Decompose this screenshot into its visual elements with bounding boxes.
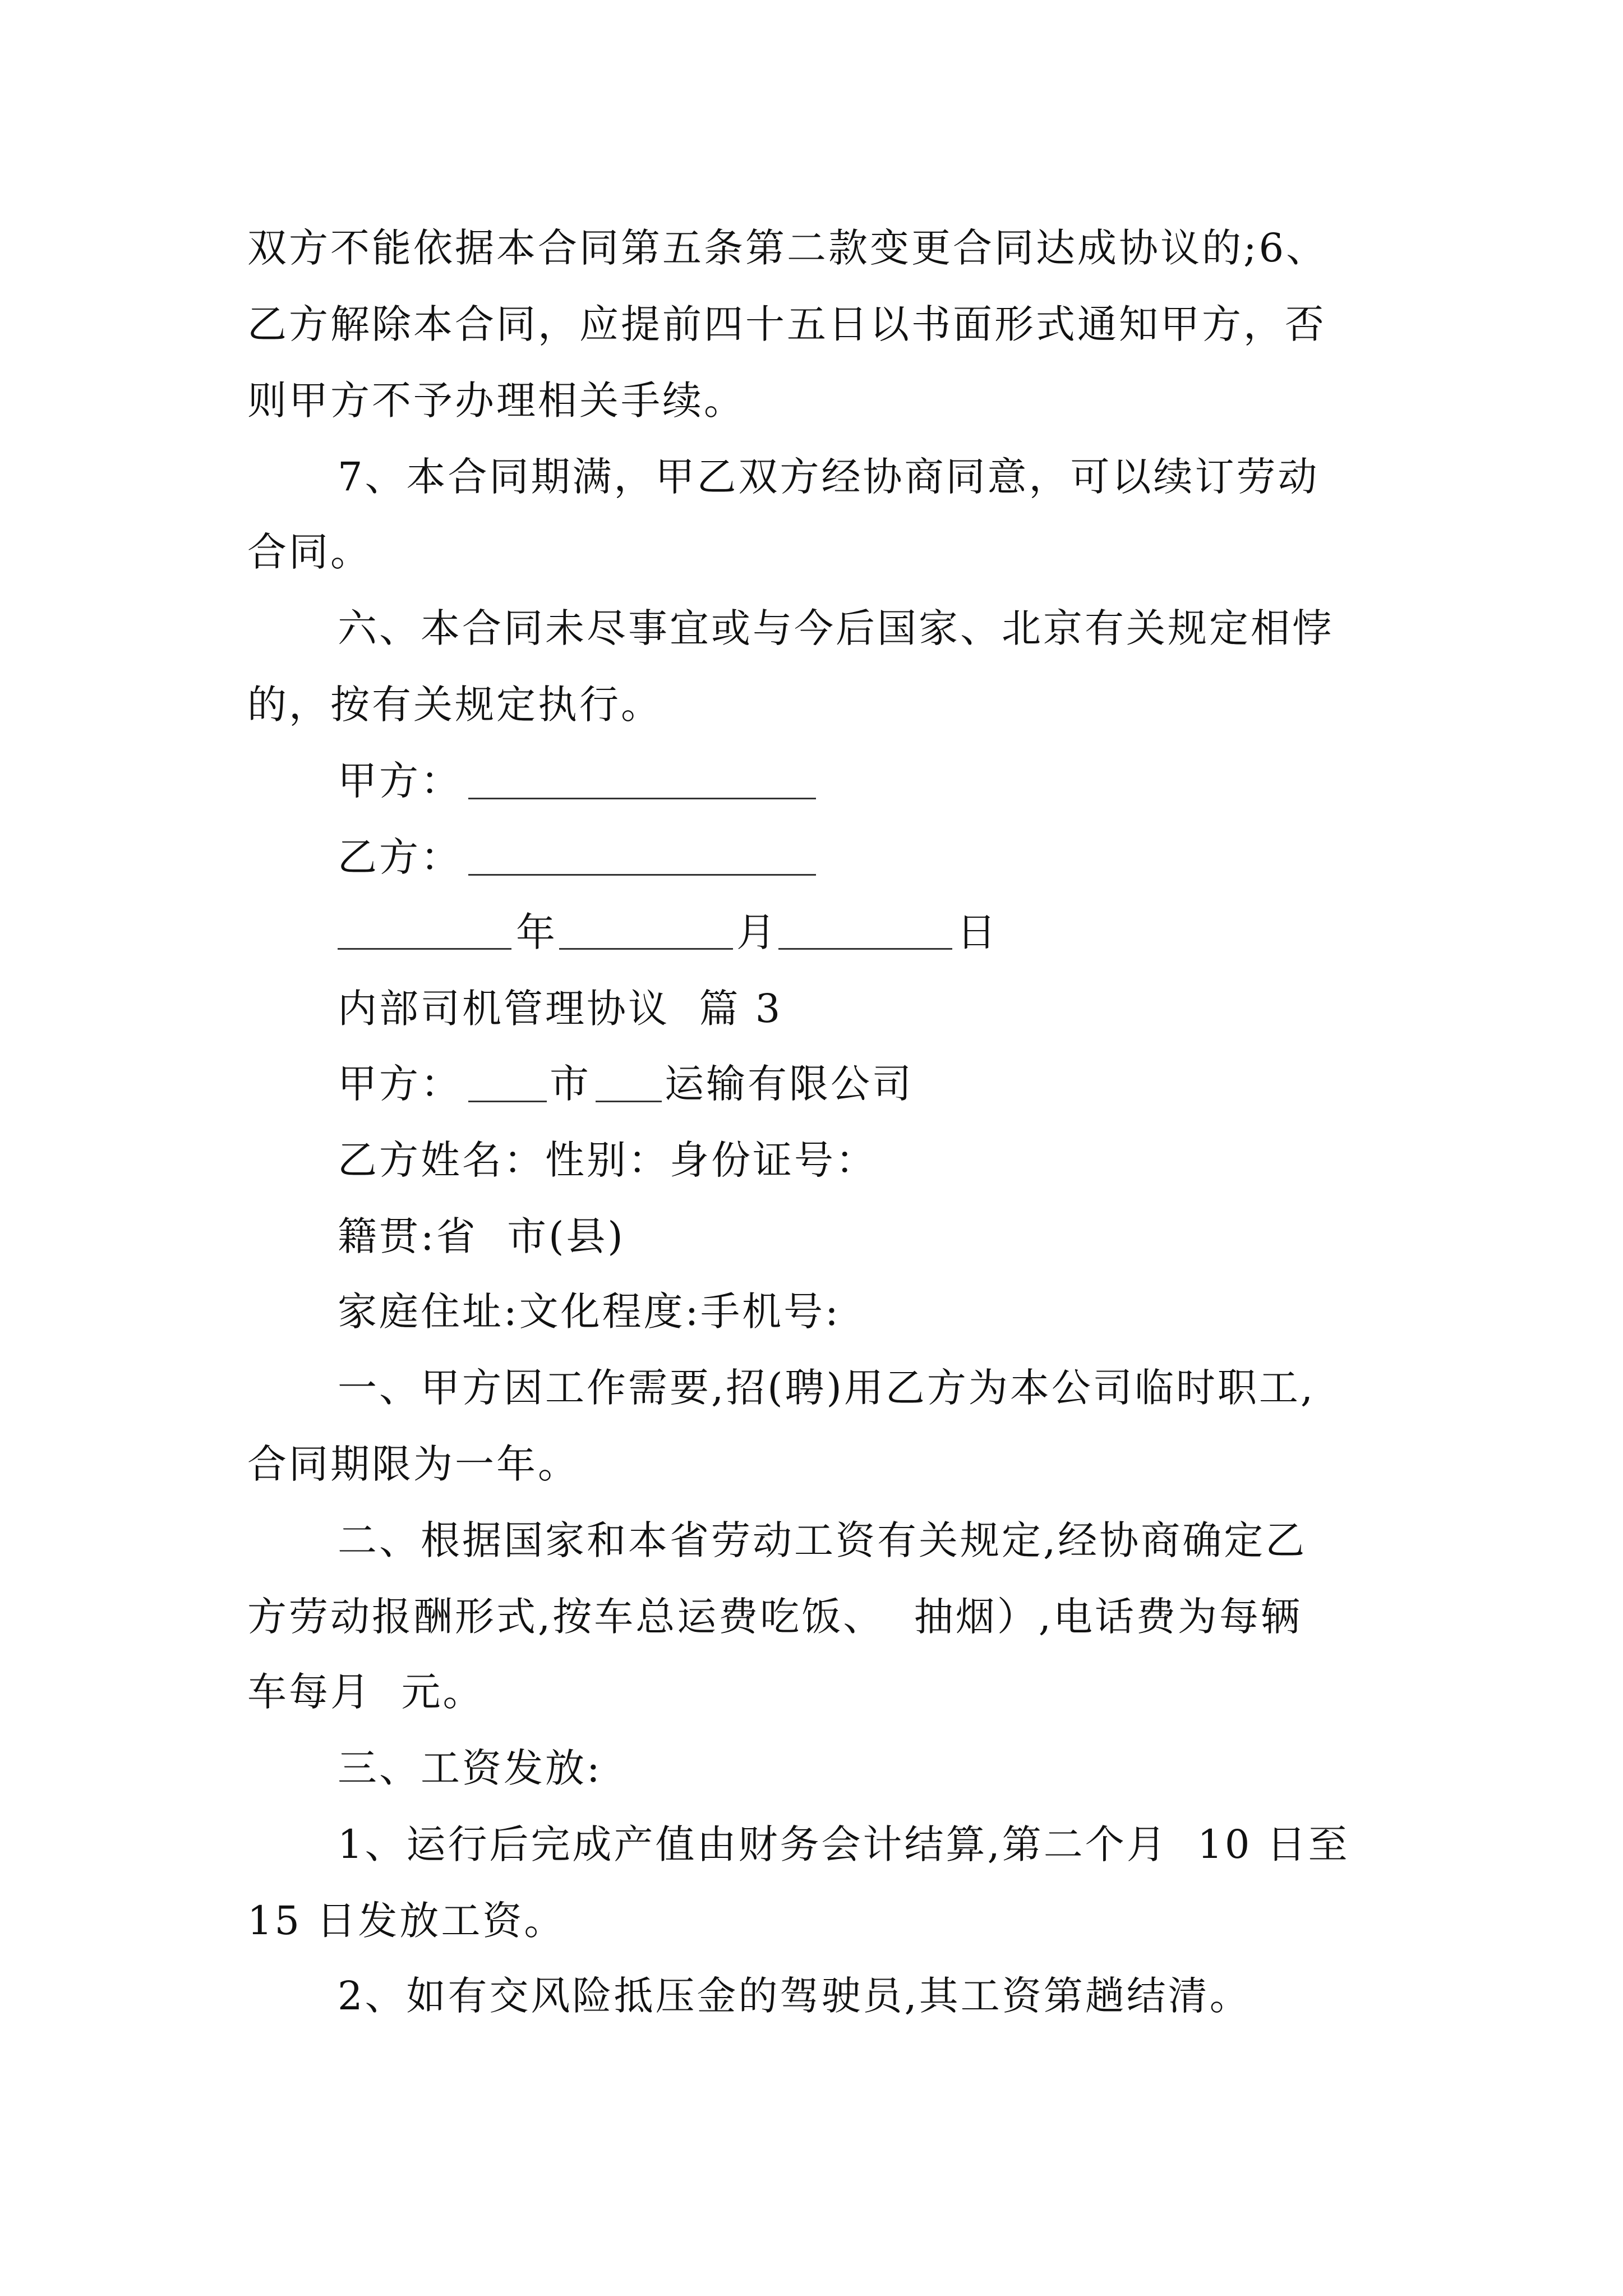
day-label: 日 <box>957 909 998 955</box>
month-label: 月 <box>736 909 778 955</box>
home-address: 家庭住址:文化程度:手机号: <box>338 1289 841 1335</box>
paragraph-line: 则甲方不予办理相关手续。 <box>247 378 745 424</box>
paragraph-line: 7、本合同期满，甲乙双方经协商同意，可以续订劳动 <box>338 454 1320 500</box>
clause-line: 1、运行后完成产值由财务会计结算,第二个月 10 日至 <box>338 1821 1350 1867</box>
paragraph-line: 六、本合同未尽事宜或与今后国家、北京有关规定相悖 <box>338 605 1334 651</box>
clause-line: 车每月 元。 <box>247 1669 485 1715</box>
party-a-company-blank <box>596 1101 662 1102</box>
day-blank-line <box>778 948 952 950</box>
paragraph-line: 双方不能依据本合同第五条第二款变更合同达成协议的;6、 <box>247 225 1328 271</box>
party-b-signature-line <box>468 874 816 876</box>
party-a-city-label: 市 <box>550 1061 591 1107</box>
party-b-info: 乙方姓名：性别：身份证号： <box>338 1137 877 1183</box>
clause-line: 合同期限为一年。 <box>247 1441 579 1487</box>
clause-line: 三、工资发放: <box>338 1745 602 1791</box>
clause-line: 二、根据国家和本省劳动工资有关规定,经协商确定乙 <box>338 1517 1307 1563</box>
clause-line: 一、甲方因工作需要,招(聘)用乙方为本公司临时职工, <box>338 1365 1316 1411</box>
party-a-company-label: 运输有限公司 <box>665 1061 914 1107</box>
month-blank-line <box>559 948 733 950</box>
clause-line: 2、如有交风险抵压金的驾驶员,其工资第趟结清。 <box>338 1973 1251 2019</box>
party-a-prefix: 甲方： <box>338 1061 462 1107</box>
paragraph-line: 合同。 <box>247 529 372 575</box>
party-a-signature-label: 甲方： <box>338 758 462 804</box>
year-blank-line <box>338 948 511 950</box>
paragraph-line: 乙方解除本合同，应提前四十五日以书面形式通知甲方，否 <box>247 301 1326 347</box>
party-a-signature-line <box>468 798 816 799</box>
section-title: 内部司机管理协议 篇 3 <box>338 986 783 1032</box>
paragraph-line: 的，按有关规定执行。 <box>247 682 662 728</box>
party-a-city-blank <box>468 1101 547 1102</box>
year-label: 年 <box>516 909 557 955</box>
clause-line: 15 日发放工资。 <box>247 1898 566 1944</box>
party-b-signature-label: 乙方： <box>338 834 462 880</box>
native-place: 籍贯:省 市(县) <box>338 1213 625 1259</box>
clause-line: 方劳动报酬形式,按车总运费吃饭、 抽烟）,电话费为每辆 <box>247 1594 1303 1640</box>
